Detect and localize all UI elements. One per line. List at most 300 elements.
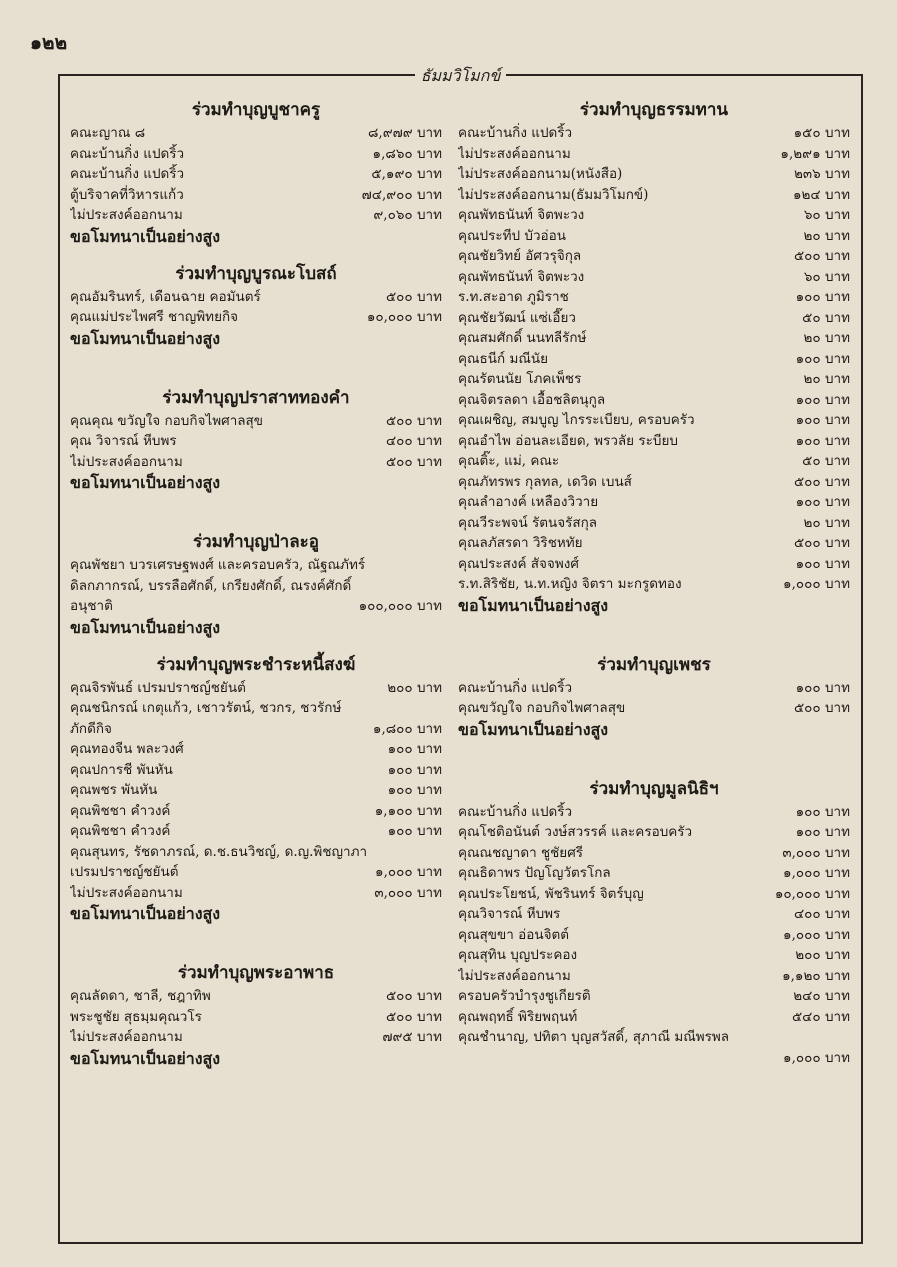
currency-label: บาท <box>416 433 442 449</box>
thanks-line: ขอโมทนาเป็นอย่างสูง <box>70 328 221 348</box>
amount-value: ๕๐๐ <box>385 988 413 1004</box>
amount-value: ๔๐๐ <box>793 906 821 922</box>
amount-value: ๕๐๐ <box>385 412 413 429</box>
amount-value: ๒๓๖ <box>793 166 821 182</box>
donation-row <box>458 698 850 719</box>
amount-value: ๑,๑๒๐ <box>782 967 821 984</box>
donation-amount <box>338 185 442 206</box>
donation-amount <box>746 513 850 534</box>
donation-row <box>70 123 442 144</box>
donation-row <box>70 780 442 801</box>
amount-value: ๑๐๐,๐๐๐ <box>358 598 413 614</box>
donor-name: คุณสุทิน บุญประคอง <box>458 947 578 963</box>
amount-value: ๕๐๐ <box>793 473 821 490</box>
currency-label: บาท <box>416 453 442 470</box>
donation-section <box>458 631 850 741</box>
donation-row <box>458 267 850 288</box>
donor-name-line: ดิลกภากรณ์, บรรลือศักดิ์, เกรียงศักดิ์, ณรงค์ศักดิ์ <box>70 577 352 594</box>
donor-name: คุณชัยวิทย์ อัศวรุจิกุล <box>458 248 582 264</box>
section-title: ร่วมทำบุญมูลนิธิฯ <box>589 778 719 799</box>
donation-amount <box>338 719 442 740</box>
donation-amount <box>746 574 850 595</box>
currency-label: บาท <box>824 432 850 449</box>
donation-row <box>458 308 850 329</box>
donor-name: คณะบ้านกิ่ง แปดริ้ว <box>70 145 185 162</box>
donor-name: คุณสุขขา อ่อนจิตต์ <box>458 926 570 943</box>
donation-row <box>458 533 850 554</box>
donation-amount <box>338 862 442 883</box>
donation-row <box>458 369 850 390</box>
donation-row <box>458 390 850 411</box>
donation-row <box>458 1048 850 1069</box>
donation-row <box>70 205 442 226</box>
thanks-line: ขอโมทนาเป็นอย่างสูง <box>70 1048 221 1068</box>
currency-label: บาท <box>416 988 442 1004</box>
amount-value: ๔๐๐ <box>385 433 413 449</box>
donation-section <box>70 364 442 495</box>
currency-label: บาท <box>824 535 850 551</box>
donor-name: อนุชาติ <box>70 598 113 614</box>
donor-name: คุณสมศักดิ์ นนทลีรักษ์ <box>458 330 587 346</box>
amount-value: ๑๐๐ <box>387 782 413 798</box>
donation-amount <box>338 760 442 781</box>
donation-amount <box>338 678 442 699</box>
amount-value: ๗๙๕ <box>382 1029 413 1045</box>
donation-amount <box>746 287 850 308</box>
currency-label: บาท <box>824 988 850 1004</box>
donation-amount <box>338 986 442 1007</box>
thanks-line: ขอโมทนาเป็นอย่างสูง <box>70 226 221 246</box>
donation-row <box>70 883 442 904</box>
amount-value: ๒๔๐ <box>793 988 821 1004</box>
donor-name: คุณธนีก์ มณีนัย <box>458 350 549 367</box>
donor-name: คุณอำไพ อ่อนละเอียด, พรวลัย ระบียบ <box>458 432 678 449</box>
currency-label: บาท <box>824 371 850 387</box>
header-title: ธัมมวิโมกข์ <box>415 66 507 85</box>
amount-value: ๑๐๐ <box>795 391 821 408</box>
donation-amount <box>746 226 850 247</box>
donor-name: คุณจิรพันธ์ เปรมปราชญ์ชยันต์ <box>70 679 246 696</box>
donor-name: คุณโชติอนันต์ วงษ์สวรรค์ และครอบครัว <box>458 824 693 840</box>
currency-label: บาท <box>416 782 442 798</box>
donation-amount <box>746 328 850 349</box>
donor-name: คุณณชญาดา ชูชัยศรี <box>458 844 584 861</box>
amount-value: ๑๕๐ <box>793 125 821 141</box>
donation-amount <box>746 1007 850 1028</box>
donation-amount <box>746 966 850 987</box>
donation-row <box>458 822 850 843</box>
donation-row <box>458 492 850 513</box>
currency-label: บาท <box>824 268 850 285</box>
donation-row <box>458 431 850 452</box>
amount-value: ๑๐๐ <box>795 679 821 696</box>
currency-label: บาท <box>824 166 850 182</box>
donation-amount <box>746 945 850 966</box>
donor-name: คุณพิชชา คำวงค์ <box>70 802 171 819</box>
donor-name: คุณทองจีน พละวงศ์ <box>70 741 184 757</box>
donation-amount <box>338 164 442 185</box>
currency-label: บาท <box>416 207 442 223</box>
currency-label: บาท <box>416 802 442 819</box>
donation-amount <box>746 533 850 554</box>
currency-label: บาท <box>416 864 442 880</box>
donation-amount <box>746 410 850 431</box>
donor-name: คุณคุณ ขวัญใจ กอบกิจไพศาลสุข <box>70 412 264 429</box>
section-spacer <box>70 364 442 382</box>
donation-row <box>458 410 850 431</box>
donation-row <box>458 349 850 370</box>
page-number: ๑๒๒ <box>30 32 68 54</box>
currency-label: บาท <box>416 412 442 429</box>
section-title: ร่วมทำบุญเพชร <box>597 654 711 675</box>
donation-section <box>458 755 850 1069</box>
amount-value: ๑๐,๐๐๐ <box>366 309 413 325</box>
currency-label: บาท <box>416 598 442 614</box>
currency-label: บาท <box>824 679 850 696</box>
donor-name: คุณรัตนนัย โภคเพ็ชร <box>458 371 582 387</box>
donor-name: คณะบ้านกิ่ง แปดริ้ว <box>70 166 185 182</box>
amount-value: ๑๐๐ <box>795 803 821 820</box>
donor-name-line: คุณชนิกรณ์ เกตุแก้ว, เชาวรัตน์, ชวกร, ชวรักษ์ <box>70 700 342 716</box>
currency-label: บาท <box>416 1008 442 1025</box>
donation-row <box>458 554 850 575</box>
donation-row <box>458 205 850 226</box>
donation-amount <box>746 925 850 946</box>
donation-amount <box>746 678 850 699</box>
donation-row <box>70 739 442 760</box>
donation-row <box>70 719 442 740</box>
currency-label: บาท <box>824 1049 850 1066</box>
currency-label: บาท <box>416 679 442 696</box>
donor-name: คณะบ้านกิ่ง แปดริ้ว <box>458 125 573 141</box>
currency-label: บาท <box>416 186 442 203</box>
currency-label: บาท <box>416 166 442 182</box>
currency-label: บาท <box>416 1029 442 1045</box>
thanks-line: ขอโมทนาเป็นอย่างสูง <box>458 595 609 615</box>
donation-amount <box>338 883 442 904</box>
currency-label: บาท <box>824 576 850 592</box>
donor-name: คุณพชร พันหัน <box>70 782 158 798</box>
currency-label: บาท <box>824 947 850 963</box>
donation-row <box>458 802 850 823</box>
currency-label: บาท <box>824 514 850 531</box>
donor-name: คุณปการชี พันหัน <box>70 761 173 778</box>
section-title: ร่วมทำบุญธรรมทาน <box>579 100 729 120</box>
donation-amount <box>746 472 850 493</box>
amount-value: ๗๔,๙๐๐ <box>361 186 413 203</box>
currency-label: บาท <box>824 350 850 367</box>
page-header <box>60 64 861 89</box>
donation-amount <box>746 349 850 370</box>
currency-label: บาท <box>824 926 850 943</box>
amount-value: ๑๐๐ <box>387 741 413 757</box>
section-title: ร่วมทำบุญบูชาครู <box>191 100 321 120</box>
donor-name: คุณ วิจารณ์ หีบพร <box>70 433 177 449</box>
donation-row <box>70 801 442 822</box>
donor-name: ตู้บริจาคที่วิหารแก้ว <box>70 186 184 203</box>
amount-value: ๑,๑๐๐ <box>374 802 413 819</box>
donation-amount <box>746 164 850 185</box>
donation-amount <box>338 1027 442 1048</box>
currency-label: บาท <box>824 207 850 223</box>
donation-amount <box>746 492 850 513</box>
donor-name: คุณลำอางค์ เหลืองวิวาย <box>458 494 599 510</box>
amount-value: ๑,๐๐๐ <box>783 926 821 943</box>
amount-value: ๓,๐๐๐ <box>374 884 413 901</box>
currency-label: บาท <box>824 125 850 141</box>
donor-name: คุณแม่ประไพศรี ชาญพิทยกิจ <box>70 309 239 325</box>
currency-label: บาท <box>824 494 850 510</box>
donation-amount <box>746 822 850 843</box>
donation-amount <box>746 267 850 288</box>
donation-amount <box>338 307 442 328</box>
donation-amount <box>338 780 442 801</box>
amount-value: ๕๐๐ <box>385 453 413 470</box>
donor-name: คุณขวัญใจ กอบกิจไพศาลสุข <box>458 700 626 716</box>
amount-value: ๒๐๐ <box>795 947 821 963</box>
donor-name: คุณเผชิญ, สมบูญ ไกรระเบียบ, ครอบครัว <box>458 412 695 428</box>
donation-amount <box>338 452 442 473</box>
currency-label: บาท <box>824 967 850 984</box>
donation-row <box>458 246 850 267</box>
amount-value: ๒๐ <box>803 330 821 346</box>
donation-row <box>458 144 850 165</box>
right-column <box>458 94 850 1082</box>
donation-amount <box>746 554 850 575</box>
donor-name: คุณพฤทธิ์ พิริยพฤนท์ <box>458 1008 578 1025</box>
amount-value: ๓,๐๐๐ <box>782 844 821 861</box>
amount-value: ๑,๐๐๐ <box>783 1049 821 1066</box>
donor-name: คุณลภัสรดา วิริชหทัย <box>458 535 583 551</box>
donation-amount <box>338 821 442 842</box>
amount-value: ๑,๒๙๑ <box>780 145 821 162</box>
currency-label: บาท <box>416 288 442 305</box>
currency-label: บาท <box>824 248 850 264</box>
donation-row <box>458 925 850 946</box>
section-title: ร่วมทำบุญพระอาพาธ <box>177 963 335 983</box>
donation-row <box>70 431 442 452</box>
amount-value: ๒๐ <box>803 371 821 387</box>
donation-amount <box>338 144 442 165</box>
donation-amount <box>338 205 442 226</box>
donor-name: คุณลัดดา, ชาลี, ชฎาทิพ <box>70 988 211 1004</box>
donor-name: ไม่ประสงค์ออกนาม(ธัมมวิโมกข์) <box>458 186 649 203</box>
section-spacer <box>70 939 442 957</box>
donation-amount <box>746 308 850 329</box>
donation-section <box>70 508 442 639</box>
thanks-line: ขอโมทนาเป็นอย่างสูง <box>70 617 221 637</box>
donation-row <box>458 966 850 987</box>
donation-amount <box>338 739 442 760</box>
currency-label: บาท <box>824 865 850 881</box>
donor-name: คุณภัทรพร กุลทล, เดวิด เบนส์ <box>458 473 632 490</box>
donor-name: ภักดีกิจ <box>70 720 112 737</box>
section-spacer <box>458 631 850 649</box>
amount-value: ๑,๐๐๐ <box>783 865 821 881</box>
donor-name: ครอบครัวบำรุงชูเกียรติ <box>458 988 591 1004</box>
donation-amount <box>746 1048 850 1069</box>
donor-name: ไม่ประสงค์ออกนาม <box>70 207 183 223</box>
amount-value: ๕๐๐ <box>793 535 821 551</box>
currency-label: บาท <box>416 741 442 757</box>
amount-value: ๕๐ <box>802 453 821 469</box>
currency-label: บาท <box>416 884 442 901</box>
section-spacer <box>458 755 850 773</box>
currency-label: บาท <box>824 227 850 244</box>
donation-row <box>70 287 442 308</box>
donation-row <box>70 144 442 165</box>
donation-amount <box>338 123 442 144</box>
donation-row <box>458 123 850 144</box>
donor-name: คณะบ้านกิ่ง แปดริ้ว <box>458 679 573 696</box>
donation-amount <box>746 390 850 411</box>
donation-row <box>458 164 850 185</box>
currency-label: บาท <box>824 1008 850 1025</box>
donor-name: คุณอัมรินทร์, เดือนฉาย คอมันตร์ <box>70 288 261 305</box>
currency-label: บาท <box>824 473 850 490</box>
amount-value: ๕๐๐ <box>385 288 413 305</box>
donation-section <box>70 262 442 350</box>
donor-name: คุณประทีป บัวอ่อน <box>458 227 566 244</box>
currency-label: บาท <box>824 145 850 162</box>
donation-amount <box>338 596 442 617</box>
donor-name: คุณจิตรลดา เอื้อชลิตนุกูล <box>458 391 606 408</box>
donor-name-line: คุณพัชยา บวรเศรษฐพงศ์ และครอบครัว, ณัฐณภัทร์ <box>70 557 366 573</box>
amount-value: ๒๐ <box>803 514 821 531</box>
currency-label: บาท <box>416 823 442 839</box>
amount-value: ๑,๘๐๐ <box>372 720 413 737</box>
donation-amount <box>746 123 850 144</box>
currency-label: บาท <box>416 309 442 325</box>
donation-amount <box>746 843 850 864</box>
amount-value: ๖๐ <box>803 207 821 223</box>
donor-name: คุณธิดาพร ปัญโญวัตรโกล <box>458 865 611 881</box>
donor-name: คณะญาณ ๘ <box>70 125 146 141</box>
amount-value: ๕๐๐ <box>385 1008 413 1025</box>
amount-value: ๘,๙๗๙ <box>368 125 413 141</box>
donor-name-line: คุณสุนทร, รัชดาภรณ์, ด.ช.ธนวิชญ์, ด.ญ.พิชญาภา <box>70 843 368 860</box>
donation-amount <box>746 144 850 165</box>
currency-label: บาท <box>416 720 442 737</box>
amount-value: ๑๐๐ <box>795 824 821 840</box>
amount-value: ๑๐,๐๐๐ <box>774 885 821 902</box>
currency-label: บาท <box>824 803 850 820</box>
donation-row <box>70 760 442 781</box>
amount-value: ๙,๐๖๐ <box>373 207 413 223</box>
thanks-line: ขอโมทนาเป็นอย่างสูง <box>458 719 609 739</box>
amount-value: ๕๔๐ <box>791 1008 821 1025</box>
donation-amount <box>746 802 850 823</box>
donor-name: ไม่ประสงค์ออกนาม <box>70 1029 183 1045</box>
left-column <box>70 94 442 1084</box>
donor-name: ไม่ประสงค์ออกนาม <box>458 967 571 984</box>
donation-row <box>70 1007 442 1028</box>
donation-section <box>70 939 442 1070</box>
section-title: ร่วมทำบุญพระชำระหนี้สงฆ์ <box>156 654 356 675</box>
donation-section <box>458 98 850 617</box>
currency-label: บาท <box>824 330 850 346</box>
section-title: ร่วมทำบุญปราสาททองคำ <box>162 387 350 408</box>
amount-value: ๑๐๐ <box>387 761 413 778</box>
amount-value: ๕๐๐ <box>793 248 821 264</box>
donation-row <box>458 451 850 472</box>
donor-name: คุณพัทธนันท์ จิตพะวง <box>458 207 585 223</box>
amount-value: ๑,๐๐๐ <box>375 864 413 880</box>
donor-name: พระชูชัย สุธมฺมคุณวโร <box>70 1008 202 1025</box>
donation-row <box>458 226 850 247</box>
donation-row <box>70 862 442 883</box>
currency-label: บาท <box>824 906 850 922</box>
amount-value: ๕๐ <box>802 309 821 326</box>
donation-row <box>458 904 850 925</box>
donation-amount <box>338 411 442 432</box>
donation-amount <box>746 246 850 267</box>
donation-amount <box>338 287 442 308</box>
donation-row <box>458 574 850 595</box>
donation-row <box>458 678 850 699</box>
amount-value: ๕,๑๙๐ <box>371 166 413 182</box>
donor-name: ร.ท.สิริชัย, น.ท.หญิง จิตรา มะกรูดทอง <box>458 576 682 592</box>
amount-value: ๒๐ <box>803 227 821 244</box>
currency-label: บาท <box>824 186 850 203</box>
donation-amount <box>338 801 442 822</box>
donation-row <box>458 513 850 534</box>
donation-amount <box>746 369 850 390</box>
donation-amount <box>746 431 850 452</box>
donation-amount <box>746 205 850 226</box>
currency-label: บาท <box>416 145 442 162</box>
currency-label: บาท <box>824 555 850 572</box>
donation-row <box>458 986 850 1007</box>
section-title: ร่วมทำบุญป่าละอู <box>192 532 319 552</box>
currency-label: บาท <box>824 824 850 840</box>
amount-value: ๑๐๐ <box>795 494 821 510</box>
currency-label: บาท <box>416 125 442 141</box>
donation-row <box>70 596 442 617</box>
donation-row <box>458 472 850 493</box>
donation-row <box>458 863 850 884</box>
amount-value: ๑๐๐ <box>795 289 821 305</box>
currency-label: บาท <box>824 844 850 861</box>
amount-value: ๑๐๐ <box>795 350 821 367</box>
currency-label: บาท <box>824 309 850 326</box>
donation-row <box>70 986 442 1007</box>
donor-name: ไม่ประสงค์ออกนาม <box>70 453 183 470</box>
amount-value: ๑๐๐ <box>795 412 821 428</box>
donor-name: ร.ท.สะอาด ภูมิราช <box>458 289 569 305</box>
currency-label: บาท <box>416 761 442 778</box>
donor-name: คุณติ๊ะ, แม่, คณะ <box>458 453 560 469</box>
donation-row <box>458 287 850 308</box>
donation-section <box>70 653 442 926</box>
donation-row <box>70 1027 442 1048</box>
donation-row <box>70 411 442 432</box>
donation-row <box>70 164 442 185</box>
donation-row <box>458 945 850 966</box>
amount-value: ๑๐๐ <box>795 432 821 449</box>
donation-row <box>458 1007 850 1028</box>
currency-label: บาท <box>824 391 850 408</box>
donor-name: คุณพัทธนันท์ จิตพะวง <box>458 268 585 285</box>
amount-value: ๑๐๐ <box>795 555 821 572</box>
amount-value: ๑๐๐ <box>387 823 413 839</box>
donor-name: ไม่ประสงค์ออกนาม(หนังสือ) <box>458 166 623 182</box>
donor-name: คุณวีระพจน์ รัตนจรัสกุล <box>458 514 598 531</box>
donation-row <box>458 843 850 864</box>
donation-amount <box>746 451 850 472</box>
donation-list-frame <box>58 66 863 1244</box>
currency-label: บาท <box>824 412 850 428</box>
